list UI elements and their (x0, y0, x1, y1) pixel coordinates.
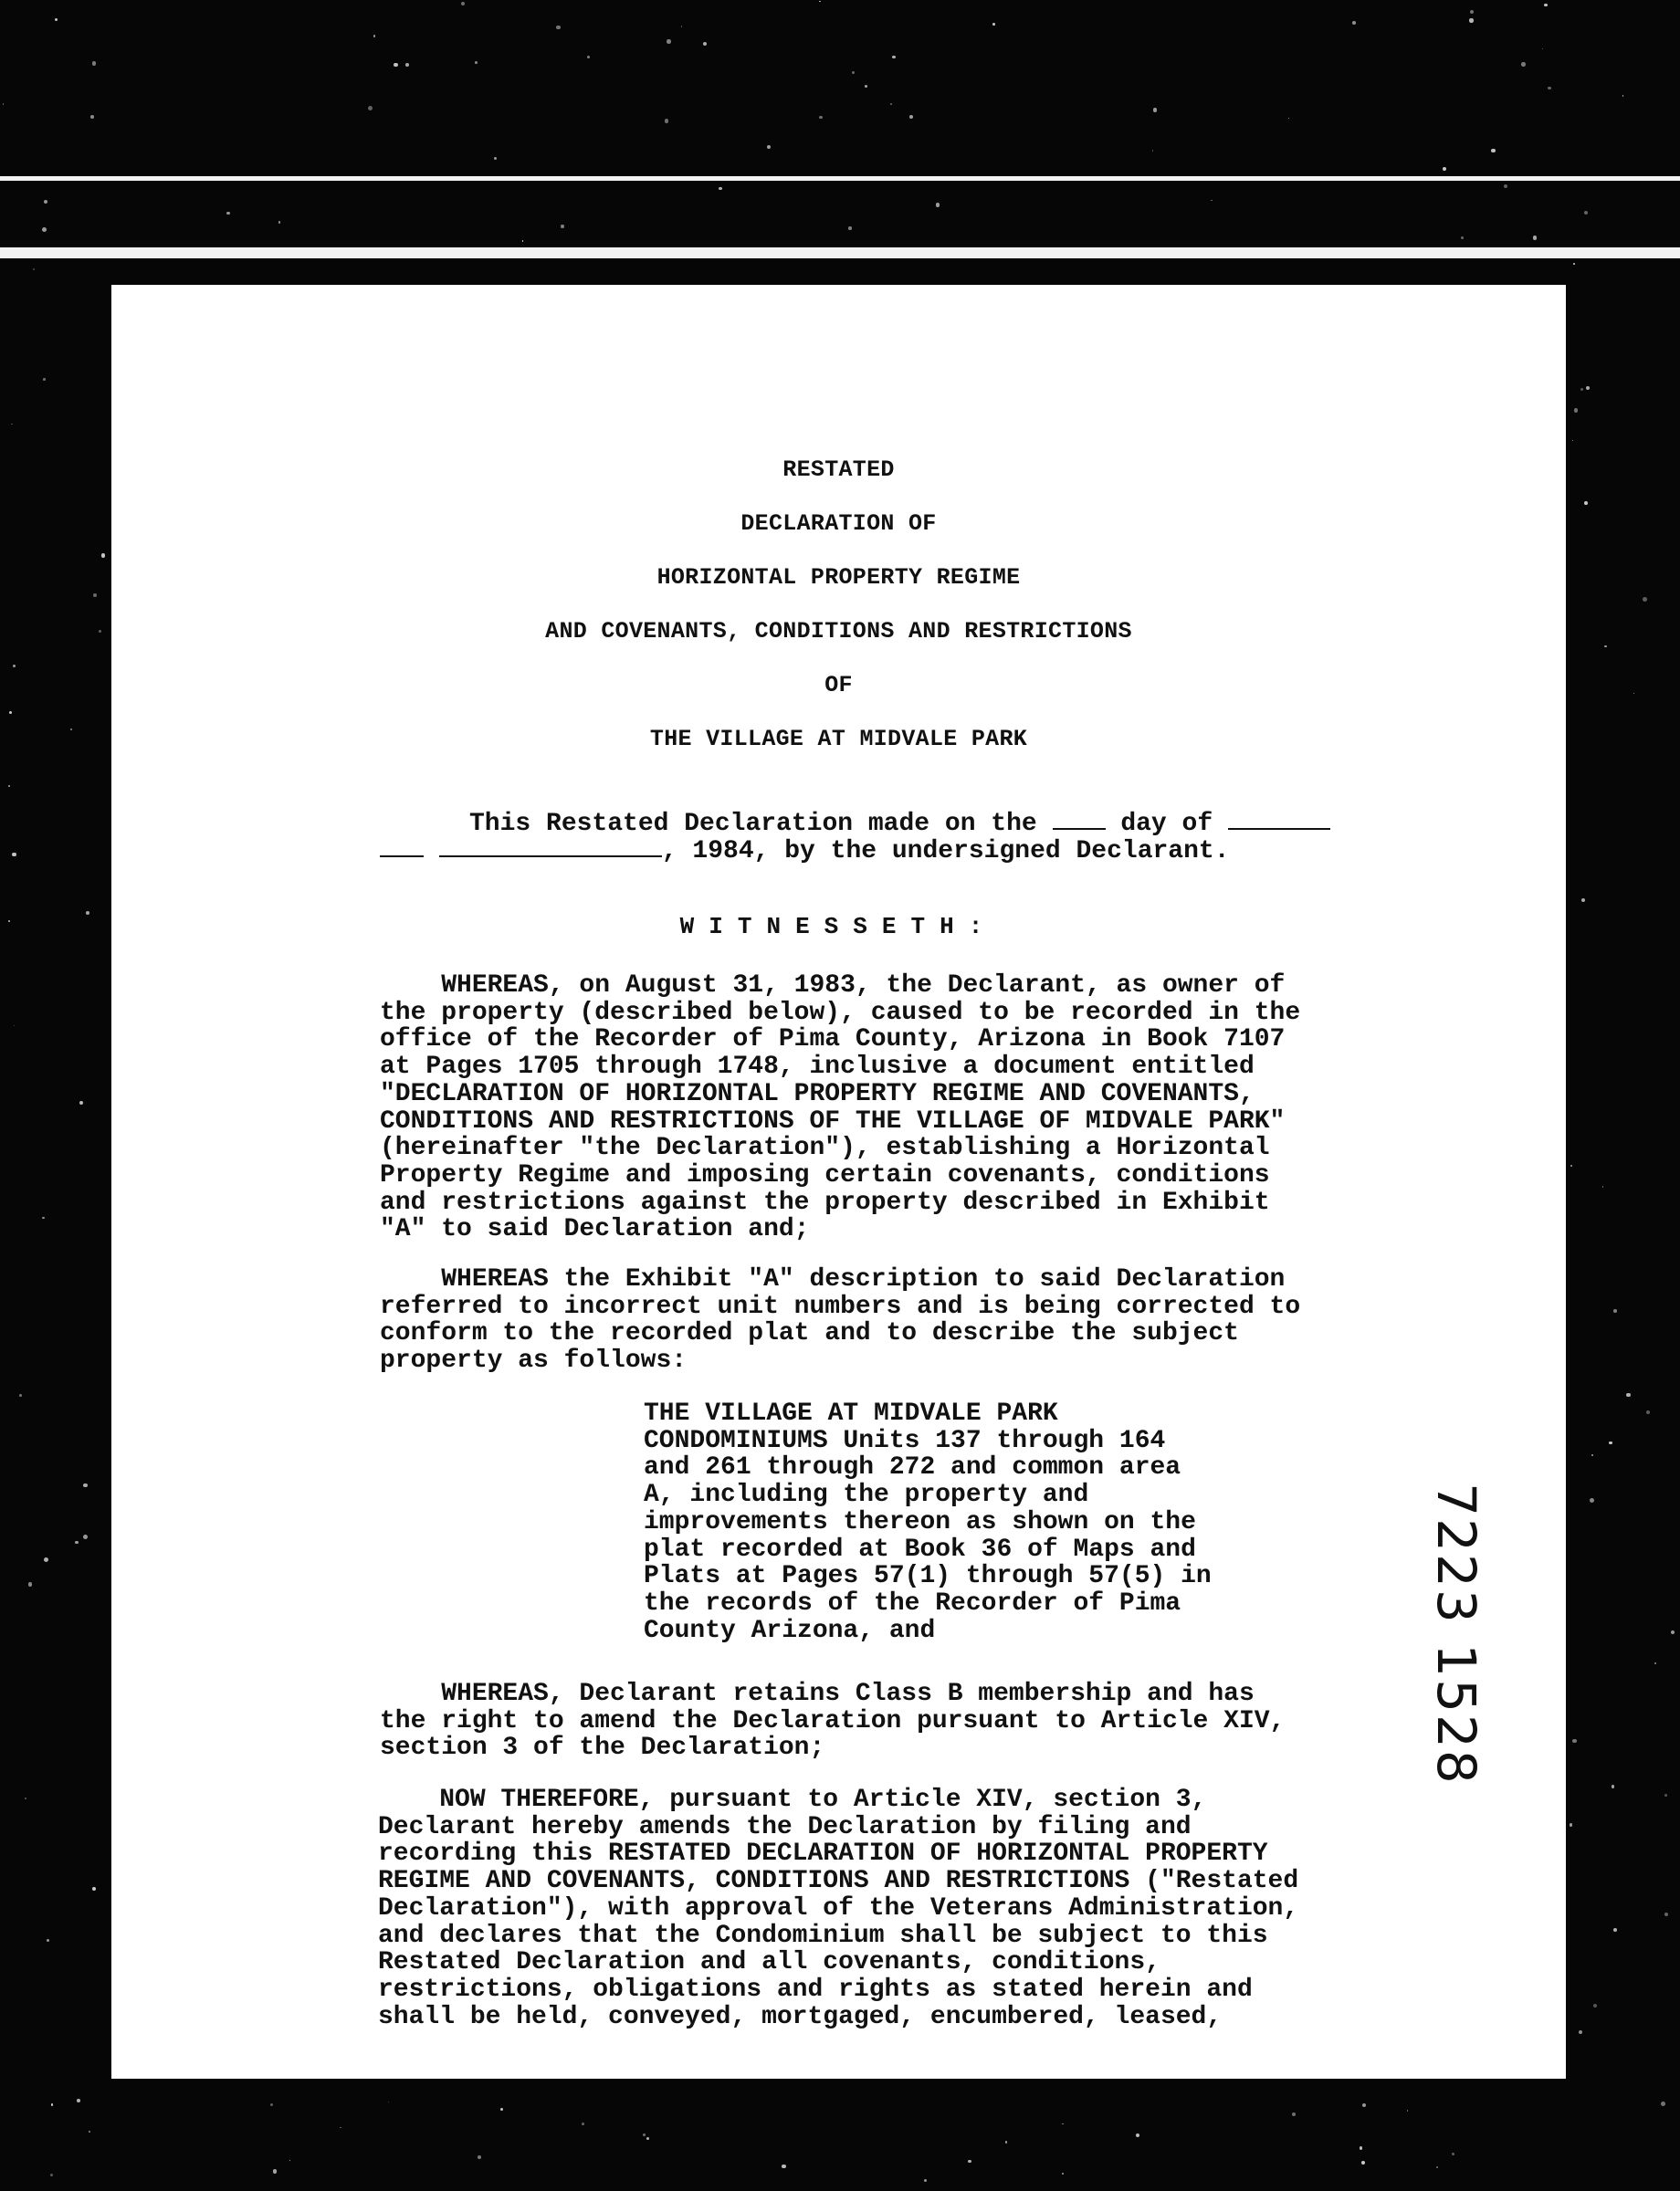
scan-speck (782, 2165, 785, 2168)
scan-speck (33, 268, 36, 271)
scan-speck (92, 61, 97, 66)
scan-speck (270, 2103, 273, 2106)
scan-speck (83, 1483, 88, 1488)
scan-speck (1661, 2102, 1665, 2106)
scan-speck (1612, 1785, 1615, 1788)
scan-speck (47, 1939, 49, 1942)
scan-speck (1591, 1454, 1593, 1456)
scan-speck (1352, 21, 1357, 26)
scan-speck (1469, 18, 1473, 22)
scan-speck (1361, 2161, 1365, 2165)
scan-speck (43, 378, 46, 381)
preamble-line-1: This Restated Declaration made on the day of (469, 806, 1330, 838)
scan-speck (936, 203, 940, 207)
scan-speck (703, 42, 707, 46)
scan-speck (44, 200, 47, 204)
scan-border-line (0, 176, 1680, 181)
scan-speck (667, 39, 671, 44)
scan-speck (1005, 2141, 1007, 2143)
scan-speck (1062, 2123, 1063, 2124)
scan-speck (42, 227, 47, 232)
scan-speck (55, 18, 58, 21)
recording-number-stamp: 7223 1528 (1425, 1483, 1487, 1786)
scan-speck (1622, 95, 1624, 97)
witnesseth-heading: WITNESSETH: (679, 913, 998, 940)
scan-speck (475, 61, 478, 64)
scan-speck (1604, 645, 1606, 647)
property-description: THE VILLAGE AT MIDVALE PARK CONDOMINIUMS Units 137 through 164 and 261 through 272 and common area A, including the property and improvements thereon as shown on the plat recorded at Book 36 of Maps and Plats at Pages 57(1) through 57(5) in the records of the Recorder of Pima County Arizona, and (644, 1400, 1212, 1645)
scan-speck (92, 1887, 96, 1891)
scan-speck (79, 1101, 83, 1105)
scan-speck (1533, 236, 1537, 239)
scan-speck (892, 56, 896, 59)
scan-speck (1443, 167, 1447, 172)
whereas-paragraph-2: WHEREAS the Exhibit "A" description to said Declaration referred to incorrect unit numbers and is being corrected to conform to the recorded plat and to describe the subject property as follows: (380, 1265, 1301, 1376)
scan-speck (890, 103, 892, 105)
scan-speck (101, 553, 105, 557)
scan-speck (86, 911, 90, 916)
scan-speck (1461, 236, 1465, 240)
scan-speck (582, 2123, 584, 2125)
scan-speck (1570, 1823, 1573, 1827)
scan-speck (1633, 693, 1634, 694)
scan-speck (852, 71, 855, 74)
document-body (111, 285, 1566, 2079)
scan-speck (1570, 1165, 1572, 1167)
scan-speck (909, 115, 913, 119)
scan-speck (75, 1541, 78, 1544)
scan-speck (289, 2160, 290, 2161)
scan-speck (1579, 2030, 1582, 2034)
scan-speck (1646, 1410, 1650, 1414)
scan-speck (848, 226, 851, 229)
whereas-paragraph-1: WHEREAS, on August 31, 1983, the Declarant, as owner of the property (described below), caused to be recorded in the office of the Recorder of Pima County, Arizona in Book 7107 at Pages 1705 through 1748, inclusive a document entitled "DECLARATION OF HORIZONTAL PROPERTY REGIME AND COVENANTS, CONDITIONS AND RESTRICTIONS OF THE VILLAGE OF MIDVALE PARK" (hereinafter "the Declaration"), establishing a Horizontal Property Regime and imposing certain covenants, conditions and restrictions against the property described in Exhibit "A" to said Declaration and; (380, 971, 1301, 1244)
scan-speck (992, 23, 995, 26)
scan-speck (1211, 200, 1213, 202)
scan-speck (665, 119, 669, 123)
title-line-1: RESTATED (782, 456, 895, 483)
scan-speck (587, 56, 590, 58)
scan-speck (1521, 62, 1526, 67)
scan-speck (77, 2099, 80, 2102)
scan-speck (561, 225, 564, 228)
scan-speck (1590, 1498, 1594, 1503)
scan-speck (478, 2155, 481, 2159)
scan-speck (1671, 1630, 1675, 1634)
scan-speck (865, 85, 868, 89)
scan-speck (1643, 597, 1647, 602)
scan-border-line (0, 247, 1680, 258)
scan-speck (556, 26, 560, 29)
scan-speck (51, 2103, 54, 2106)
scan-speck (767, 145, 772, 150)
scan-speck (461, 2, 465, 5)
scan-speck (368, 106, 373, 110)
scan-speck (12, 853, 16, 857)
scan-speck (1654, 1662, 1657, 1665)
scan-speck (1572, 440, 1573, 441)
scan-speck (1153, 108, 1158, 112)
scan-speck (1584, 211, 1588, 215)
scan-speck (500, 2108, 503, 2111)
scan-speck (643, 2133, 646, 2136)
scan-speck (1664, 1794, 1667, 1797)
scan-speck (924, 2179, 927, 2182)
scan-speck (25, 1798, 26, 1799)
document-page (111, 285, 1566, 2079)
scan-speck (968, 2160, 971, 2163)
scan-speck (1407, 2110, 1408, 2111)
scan-speck (226, 212, 230, 215)
scan-speck (819, 1, 820, 2)
scan-speck (90, 115, 94, 119)
scan-speck (13, 665, 16, 667)
whereas-paragraph-3: WHEREAS, Declarant retains Class B membership and has the right to amend the Declaration pursuant to Article XIV, section 3 of the Declaration; (380, 1680, 1286, 1763)
scan-speck (1593, 2004, 1597, 2008)
title-line-2: DECLARATION OF (740, 510, 937, 537)
scan-speck (44, 1557, 48, 1562)
scan-speck (1542, 48, 1543, 49)
scan-speck (278, 221, 281, 224)
scan-speck (42, 1217, 44, 1219)
title-line-4: AND COVENANTS, CONDITIONS AND RESTRICTIONS (545, 618, 1132, 645)
scan-speck (1470, 10, 1474, 14)
scan-speck (1664, 1913, 1668, 1916)
title-line-6: THE VILLAGE AT MIDVALE PARK (649, 726, 1028, 752)
scan-speck (28, 1582, 32, 1586)
scan-speck (1504, 184, 1507, 188)
scan-speck (8, 785, 10, 787)
scan-speck (9, 711, 12, 714)
scan-speck (1584, 501, 1588, 505)
scan-speck (1292, 2112, 1296, 2116)
scan-speck (394, 63, 398, 68)
scan-speck (819, 116, 823, 120)
scan-speck (1288, 118, 1289, 119)
scan-speck (373, 35, 375, 37)
scan-speck (1609, 1441, 1612, 1445)
scan-speck (50, 2174, 53, 2176)
scan-speck (1062, 2173, 1064, 2175)
scan-speck (405, 63, 409, 67)
scan-speck (99, 630, 101, 633)
scan-speck (1491, 149, 1496, 153)
scan-speck (89, 2131, 90, 2133)
scan-speck (93, 593, 97, 597)
scan-speck (1613, 1309, 1617, 1313)
scan-speck (14, 1025, 15, 1026)
scan-speck (494, 157, 497, 160)
scan-speck (1573, 263, 1575, 265)
scan-speck (1574, 408, 1579, 413)
scan-speck (1626, 1393, 1631, 1398)
scan-speck (1548, 87, 1551, 90)
scan-speck (273, 2169, 277, 2173)
title-line-5: OF (824, 672, 853, 698)
scan-speck (1362, 2103, 1366, 2107)
scan-speck (1136, 2133, 1139, 2137)
scan-speck (646, 2137, 649, 2140)
scan-speck (1613, 1928, 1617, 1932)
scan-speck (522, 240, 524, 242)
scan-speck (1452, 2153, 1454, 2155)
scan-speck (340, 2127, 341, 2128)
scan-speck (3, 103, 4, 104)
preamble-line-2: , 1984, by the undersigned Declarant. (380, 833, 1230, 865)
scan-speck (70, 729, 72, 730)
scan-speck (19, 1394, 22, 1397)
scan-speck (11, 424, 12, 425)
title-line-3: HORIZONTAL PROPERTY REGIME (656, 564, 1021, 591)
scan-speck (1572, 1739, 1576, 1743)
scan-speck (1581, 898, 1585, 902)
scan-speck (719, 187, 722, 191)
scan-speck (1602, 1186, 1604, 1188)
scan-speck (1544, 4, 1548, 7)
scan-speck (83, 1535, 88, 1539)
scan-speck (1360, 2146, 1362, 2149)
scan-speck (8, 920, 10, 922)
scan-speck (1152, 150, 1154, 152)
scan-speck (1586, 386, 1590, 390)
now-therefore-paragraph: NOW THEREFORE, pursuant to Article XIV, section 3, Declarant hereby amends the Declaration by filing and recording this RESTATED DECLARATION OF HORIZONTAL PROPERTY REGIME AND COVENANTS, CONDITIONS AND RESTRICTIONS ("Restated Declaration"), with approval of the Veterans Administration, and declares that the Condominium shall be subject to this Restated Declaration and all covenants, conditions, restrictions, obligations and rights as stated herein and shall be held, conveyed, mortgaged, encumbered, leased, (378, 1786, 1299, 2031)
scan-speck (1436, 2166, 1438, 2168)
scan-speck (1580, 388, 1583, 391)
